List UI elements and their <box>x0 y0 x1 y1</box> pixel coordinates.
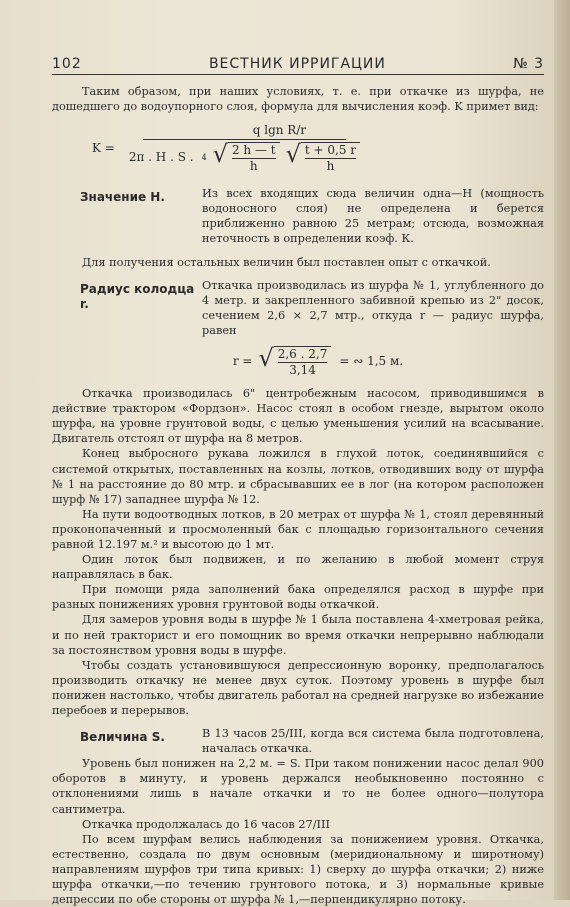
paragraph: Конец выбросного рукава ложился в глухой лоток, соединявшийся с системой открытых, поставленных на козлы, лотков, отводивших воду от шурфа № 1 на расстояние до 80 мтр. и сбрасывавших ее в лог (на котором расположен шурф № 17) западнее шурфа № 12. <box>52 447 544 506</box>
section-text: Из всех входящих сюда величин одна—Н (мощность водоносного слоя) не определена и берется приближенно равною 25 метрам; отсюда, возможная неточность в определении коэф. К. <box>202 187 544 246</box>
formula-lhs: K = <box>92 140 115 155</box>
journal-title: ВЕСТНИК ИРРИГАЦИИ <box>208 56 386 72</box>
paragraph: Откачка производилась 6" центробежным насосом, приводившимся в действие трактором «Фордзон». Насос стоял в особом гнезде, вырытом около шурфа, на уровне грунтовой воды, с целью уменьшения усилий на всасывание. Двигатель отстоял от шурфа на 8 метров. <box>52 387 544 446</box>
page-body <box>52 84 544 907</box>
section-heading: Радиус колодца r. <box>80 281 195 311</box>
rad2-top: t + 0,5 r <box>305 143 356 159</box>
section-h <box>52 186 544 246</box>
page-header <box>52 50 544 75</box>
formula-denominator <box>128 139 360 174</box>
section-heading: Величина S. <box>80 730 165 745</box>
section-heading: Значение Н. <box>80 190 165 205</box>
paragraph: Один лоток был подвижен, и по желанию в любой момент струя направлялась в бак. <box>52 553 544 582</box>
section-text: Откачка производилась из шурфа № 1, углубленного до 4 метр. и закрепленного забивной крепью из 2" досок, сечением 2,6 × 2,7 мтр., откуда r — радиус шурфа, равен <box>202 278 544 337</box>
radical-2: √ t + 0,5 r h <box>286 142 360 174</box>
paragraph: Уровень был понижен на 2,2 м. = S. При таком понижении насос делал 900 оборотов в минуту, и уровень держался необыкновенно постоянно с отклонениями лишь в начале откачки и то не более одного—полутора сантиметра. <box>52 757 544 816</box>
formula-fraction <box>129 123 360 174</box>
paragraph: По всем шурфам велись наблюдения за понижением уровня. Откачка, естественно, создала по двум основным (меридиональному и широтному) направлениям шурфов три типа кривых: 1) сверху до шурфа откачки; 2) ниже шурфа откачки,—по течению грунтового потока, и 3) нормальные кривые депрессии по обе стороны от шурфа № 1,—перпендикулярно потоку. <box>52 832 544 907</box>
section-s <box>52 726 544 756</box>
book-spine-shadow <box>554 0 570 900</box>
rad-bot: 3,14 <box>289 363 316 378</box>
formula-lhs: r = <box>232 354 253 369</box>
radical: √ 2,6 . 2,7 3,14 <box>258 346 331 378</box>
issue-number: № 3 <box>513 56 544 72</box>
formula-r <box>92 344 544 380</box>
root-index: 4 <box>201 153 207 163</box>
rad-top: 2,6 . 2,7 <box>278 347 328 363</box>
formula-numerator: q lgn R/r <box>143 123 346 140</box>
paragraph: При помощи ряда заполнений бака определялся расход в шурфе при разных понижениях уровня грунтовой воды откачкой. <box>52 583 544 612</box>
formula-den-prefix: 2π . H . S . <box>128 150 194 165</box>
paragraph: Для получения остальных величин был поставлен опыт с откачкой. <box>82 255 491 269</box>
rad1-bot: h <box>249 158 258 173</box>
formula-k <box>92 116 544 180</box>
rad1-top: 2 h — t <box>232 143 276 159</box>
paragraph: Для замеров уровня воды в шурфе № 1 была поставлена 4-хметровая рейка, и по ней тракторист и его помощник во время откачки непрерывно наблюдали за постоянством уровня воды в шурфе. <box>52 613 544 657</box>
paragraph: Откачка продолжалась до 16 часов 27/III <box>82 817 330 831</box>
paragraph: Чтобы создать установившуюся депрессионную воронку, предполагалось производить откачку не менее двух суток. Поэтому уровень в шурфе был понижен настолько, чтобы двигатель работал на средней нагрузке во избежание перебоев и перерывов. <box>52 658 544 717</box>
rad2-bot: h <box>326 158 335 173</box>
section-radius <box>52 278 544 338</box>
section-text: В 13 часов 25/III, когда вся система была подготовлена, началась откачка. <box>202 727 544 756</box>
formula-rhs: = ∾ 1,5 м. <box>339 354 404 369</box>
radical-1: √ 2 h — t h <box>213 142 280 174</box>
page-number: 102 <box>52 56 82 72</box>
paragraph: Таким образом, при наших условиях, т. е. при откачке из шурфа, не дошедшего до водоупорного слоя, формула для вычисления коэф. K примет вид: <box>52 85 544 114</box>
paragraph: На пути водоотводных лотков, в 20 метрах от шурфа № 1, стоял деревянный проконопаченный и просмоленный бак с площадью горизонтального сечения равной 12.197 м.² и высотою до 1 мт. <box>52 507 544 551</box>
